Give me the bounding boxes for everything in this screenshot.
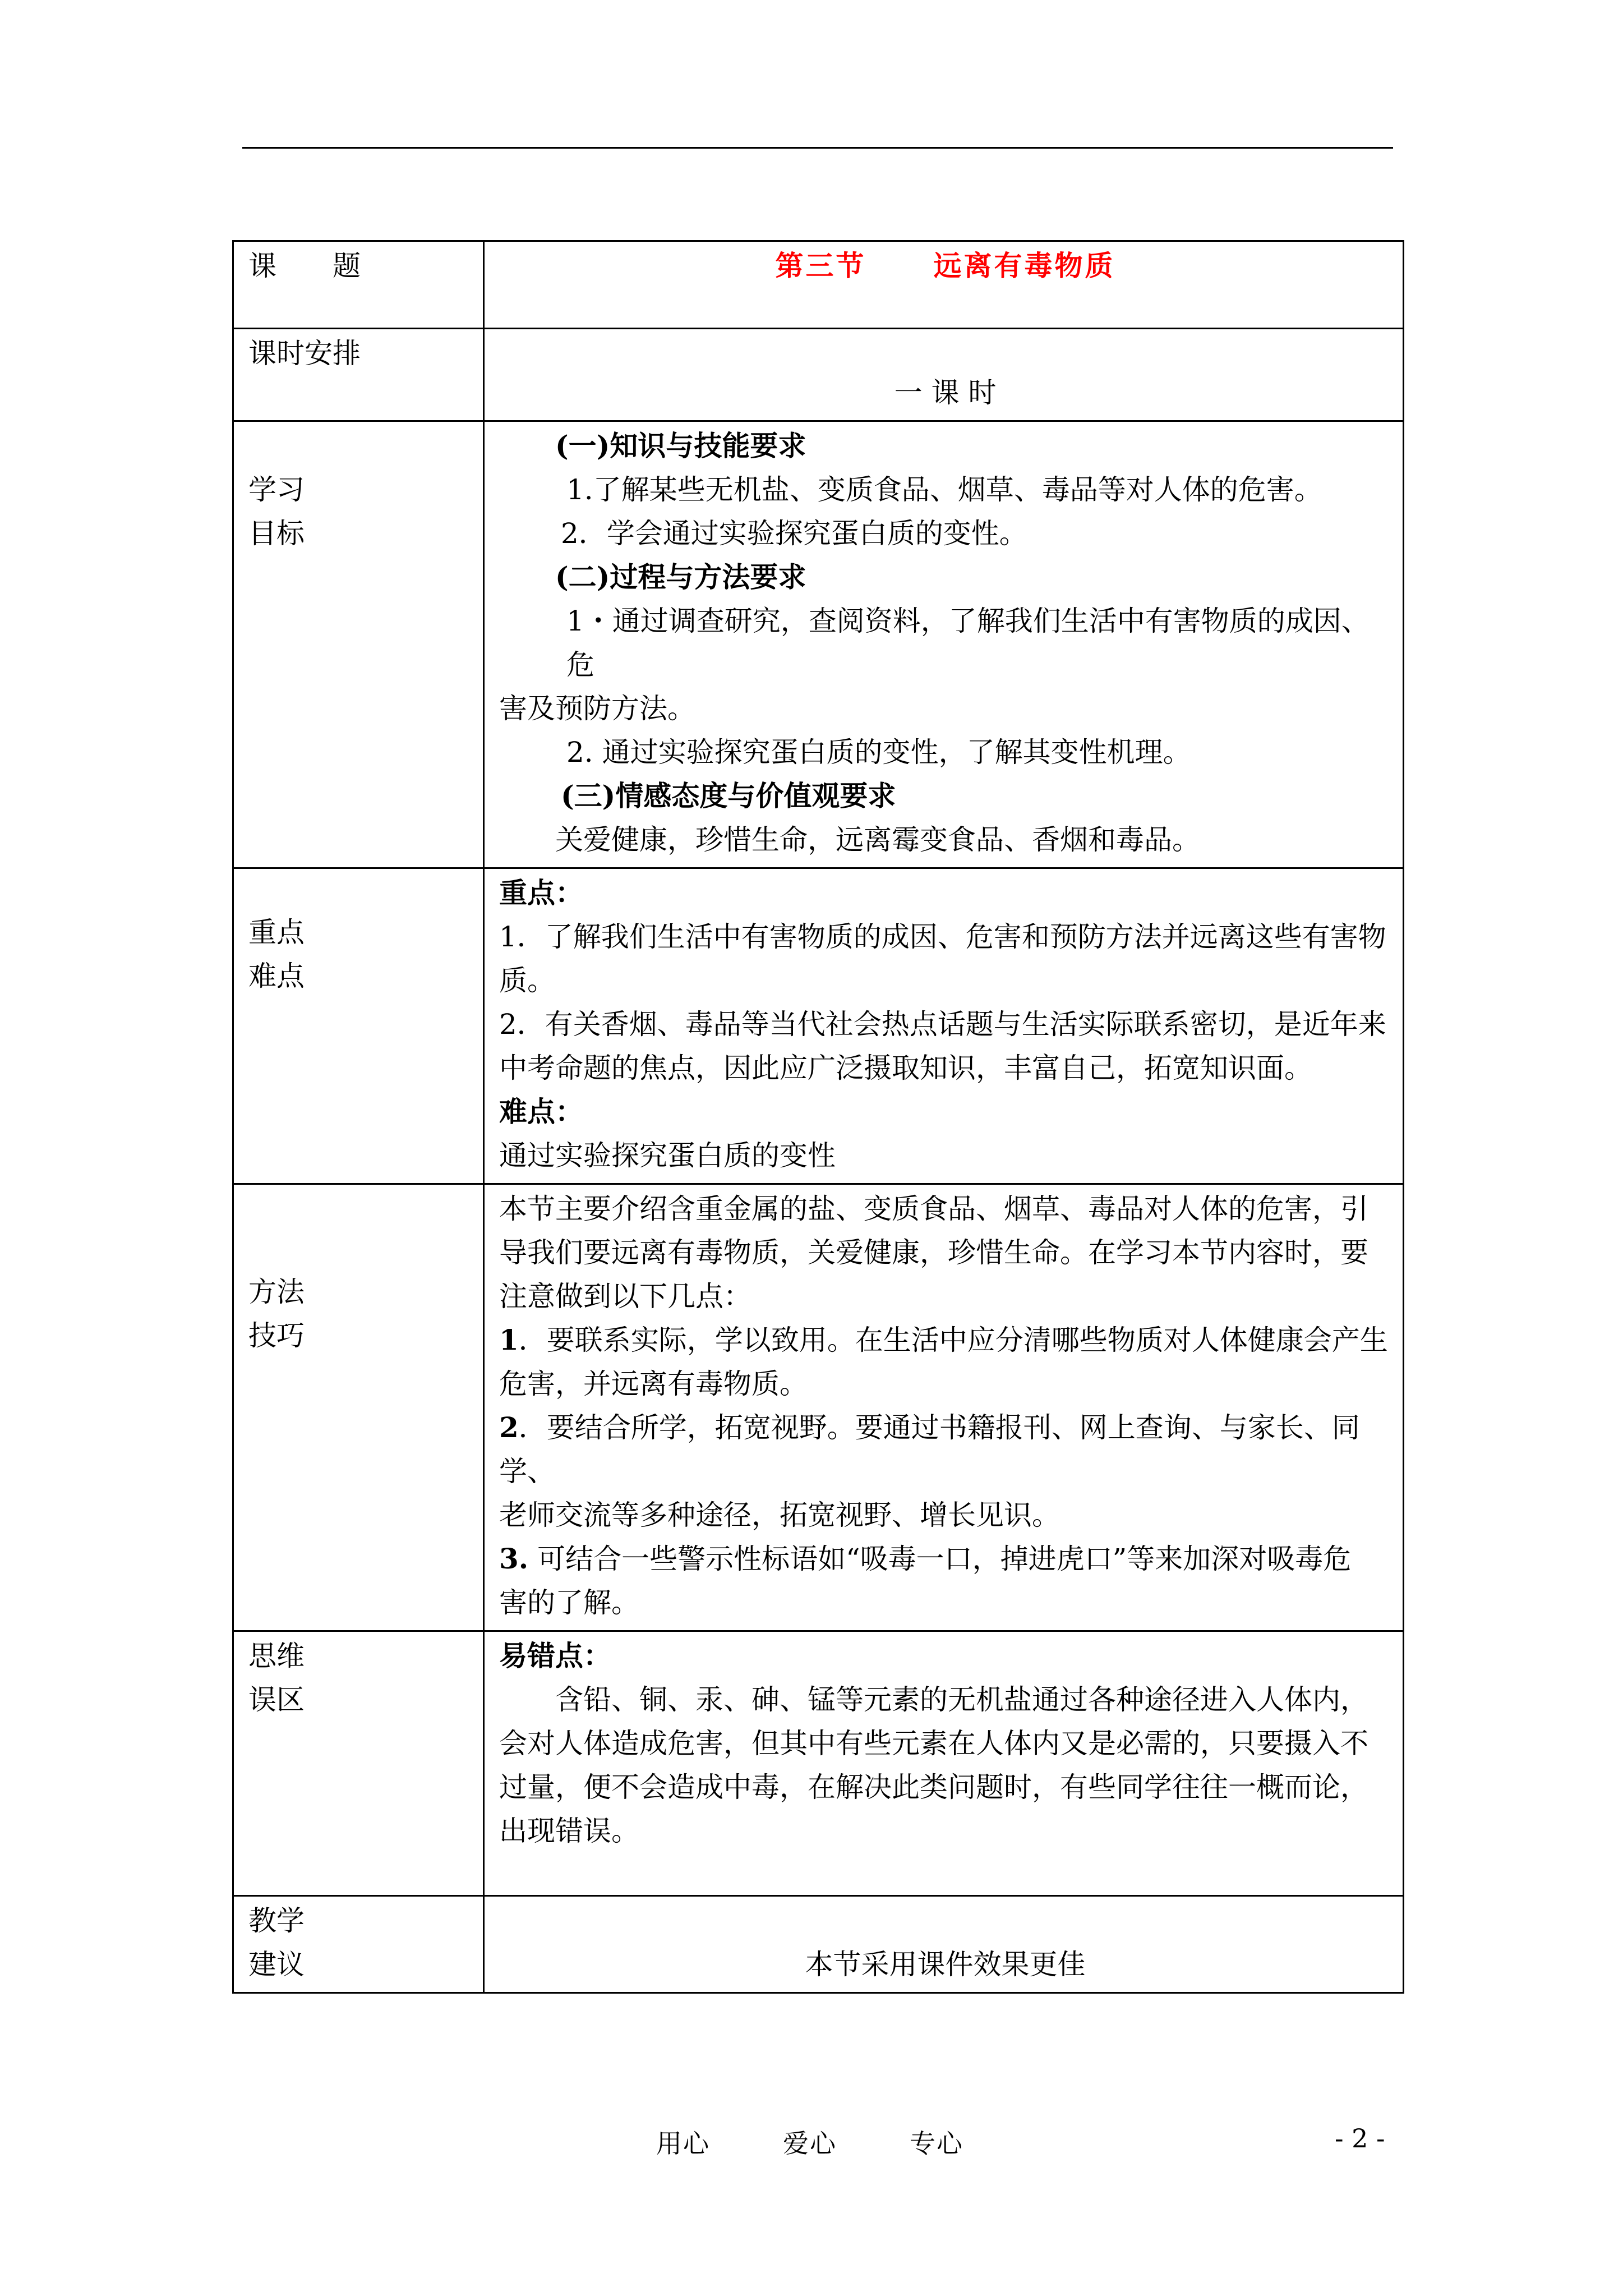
misconceptions-text-cont: 会对人体造成危害，但其中有些元素在人体内又是必需的，只要摄入不: [499, 1727, 1368, 1760]
objective-item: 1・通过调查研究，查阅资料，了解我们生活中有害物质的成因、危: [566, 605, 1370, 681]
misconceptions-heading: 易错点：: [499, 1639, 611, 1672]
key-item: 1．了解我们生活中有害物质的成因、危害和预防方法并远离这些有害物: [499, 921, 1386, 953]
label-suggestion-line2: 建议: [248, 1948, 305, 1981]
label-misconceptions-line2: 误区: [248, 1683, 305, 1716]
label-suggestion: [233, 1896, 484, 1993]
methods-item-cont: 害的了解。: [499, 1586, 639, 1619]
label-objectives-line2: 目标: [248, 517, 305, 550]
objective-heading-1: (一)知识与技能要求: [555, 429, 806, 462]
suggestion-cell: [484, 1896, 1404, 1993]
methods-cell: [484, 1184, 1404, 1631]
footer-motto-1: 用心: [656, 2128, 710, 2159]
schedule-cell: [484, 329, 1404, 421]
row-schedule: [233, 329, 1404, 421]
header-rule: [242, 147, 1393, 149]
label-methods-line2: 技巧: [248, 1319, 305, 1352]
methods-item-number: 3.: [499, 1542, 529, 1575]
methods-item-text: 可结合一些警示性标语如“吸毒一口，掉进虎口”等来加深对吸毒危: [528, 1543, 1352, 1575]
row-objectives: [233, 421, 1404, 868]
objective-item: 2. 通过实验探究蛋白质的变性，了解其变性机理。: [566, 736, 1191, 769]
row-misconceptions: [233, 1631, 1404, 1896]
difficult-item: 通过实验探究蛋白质的变性: [499, 1139, 836, 1172]
label-methods-line1: 方法: [248, 1276, 305, 1308]
suggestion-value: 本节采用课件效果更佳: [805, 1948, 1086, 1981]
objective-item: 1.了解某些无机盐、变质食品、烟草、毒品等对人体的危害。: [566, 473, 1322, 506]
methods-intro-cont: 注意做到以下几点：: [499, 1280, 751, 1313]
label-topic: [233, 241, 484, 329]
methods-item-text: ．要联系实际，学以致用。在生活中应分清哪些物质对人体健康会产生: [518, 1324, 1388, 1356]
methods-item: [499, 1537, 1391, 1581]
methods-item-text: ．要结合所学，拓宽视野。要通过书籍报刊、网上查询、与家长、同学、: [499, 1411, 1360, 1488]
label-misconceptions: [233, 1631, 484, 1896]
label-key-points: [233, 868, 484, 1184]
row-methods: [233, 1184, 1404, 1631]
label-objectives: [233, 421, 484, 868]
lesson-title-name: 远离有毒物质: [933, 249, 1115, 282]
footer-motto-3: 专心: [910, 2128, 963, 2159]
objective-item-cont: 害及预防方法。: [499, 692, 695, 725]
label-suggestion-line1: 教学: [248, 1904, 305, 1937]
key-item-cont: 中考命题的焦点，因此应广泛摄取知识，丰富自己，拓宽知识面。: [499, 1052, 1312, 1084]
methods-intro-cont: 导我们要远离有毒物质，关爱健康，珍惜生命。在学习本节内容时，要: [499, 1236, 1368, 1269]
key-heading: 重点：: [499, 876, 583, 909]
label-objectives-line1: 学习: [248, 473, 305, 506]
row-key-points: [233, 868, 1404, 1184]
label-schedule: [233, 329, 484, 421]
misconceptions-cell: [484, 1631, 1404, 1896]
objective-item: 关爱健康，珍惜生命，远离霉变食品、香烟和毒品。: [555, 823, 1200, 856]
label-key-points-line1: 重点: [248, 916, 305, 949]
label-key-points-line2: 难点: [248, 960, 305, 992]
label-topic-text: 课 题: [248, 250, 361, 282]
methods-intro: 本节主要介绍含重金属的盐、变质食品、烟草、毒品对人体的危害，引: [499, 1193, 1368, 1225]
footer-motto-2: 爱心: [783, 2128, 837, 2159]
key-item-cont: 质。: [499, 964, 555, 997]
methods-item-cont: 危害，并远离有毒物质。: [499, 1368, 808, 1400]
misconceptions-text-cont: 过量，便不会造成中毒，在解决此类问题时，有些同学往往一概而论，: [499, 1771, 1368, 1803]
label-schedule-text: 课时安排: [248, 337, 361, 370]
objective-heading-3: (三)情感态度与价值观要求: [561, 779, 896, 812]
difficult-heading: 难点：: [499, 1095, 583, 1128]
methods-item: [499, 1406, 1391, 1493]
key-points-cell: [484, 868, 1404, 1184]
objectives-cell: [484, 421, 1404, 868]
misconceptions-text-cont: 出现错误。: [499, 1815, 639, 1847]
methods-item-number: 2: [499, 1411, 519, 1444]
lesson-plan-table: [232, 240, 1404, 1994]
page-number: - 2 -: [1335, 2123, 1385, 2154]
label-misconceptions-line1: 思维: [248, 1640, 305, 1672]
schedule-value: 一 课 时: [894, 376, 997, 409]
key-item: 2．有关香烟、毒品等当代社会热点话题与生活实际联系密切，是近年来: [499, 1008, 1386, 1041]
row-topic: [233, 241, 1404, 329]
methods-item-cont: 老师交流等多种途径，拓宽视野、增长见识。: [499, 1499, 1060, 1531]
footer-motto: [656, 2123, 1036, 2160]
lesson-title-section: 第三节: [775, 249, 866, 282]
objective-heading-2: (二)过程与方法要求: [555, 560, 806, 593]
lesson-title: [484, 241, 1404, 329]
methods-item-number: 1: [499, 1323, 519, 1356]
methods-item: [499, 1318, 1391, 1362]
label-methods: [233, 1184, 484, 1631]
row-suggestion: [233, 1896, 1404, 1993]
misconceptions-text: 含铅、铜、汞、砷、锰等元素的无机盐通过各种途径进入人体内，: [555, 1683, 1368, 1716]
objective-item: 2．学会通过实验探究蛋白质的变性。: [561, 517, 1027, 550]
